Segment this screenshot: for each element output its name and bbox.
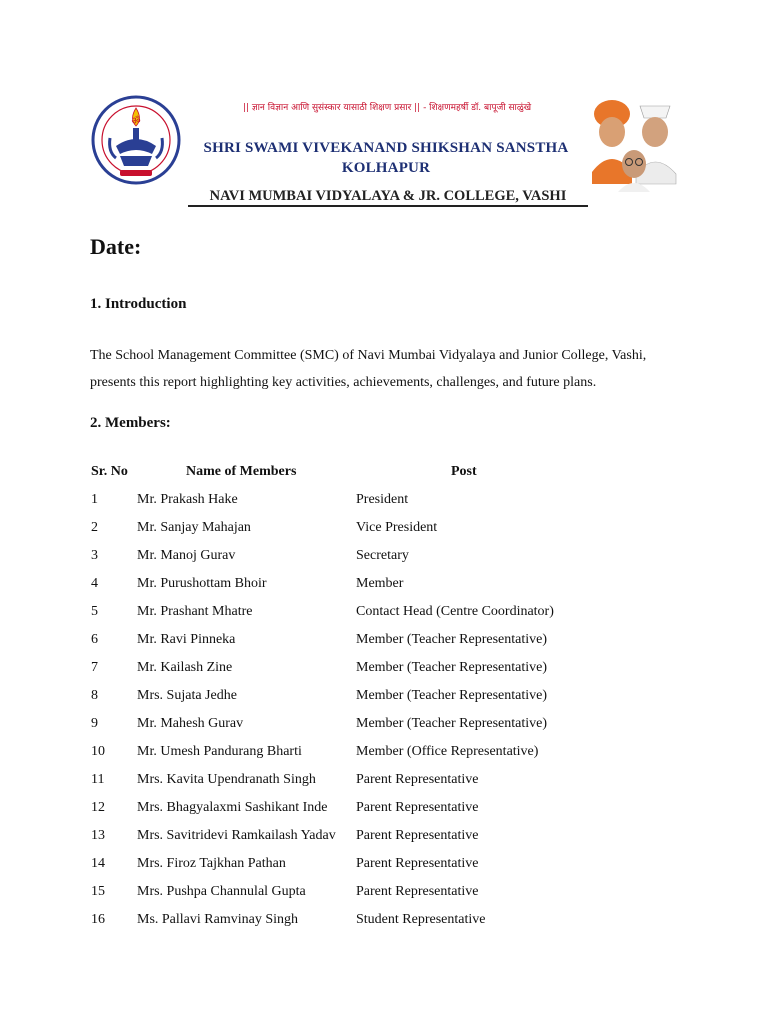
member-name: Mrs. Pushpa Channulal Gupta [137, 884, 306, 899]
table-row [90, 542, 690, 570]
member-sr-no: 8 [91, 688, 98, 703]
table-row [90, 766, 690, 794]
member-sr-no: 2 [91, 520, 98, 535]
header-post: Post [451, 464, 477, 479]
date-label: Date: [90, 234, 142, 259]
organization-city: KOLHAPUR [341, 160, 431, 176]
member-name: Mr. Prashant Mhatre [137, 604, 253, 619]
member-sr-no: 10 [91, 744, 105, 759]
table-row [90, 738, 690, 766]
table-row [90, 850, 690, 878]
table-row [90, 598, 690, 626]
header-member-name: Name of Members [186, 464, 297, 479]
table-row [90, 654, 690, 682]
member-post: Parent Representative [356, 800, 479, 815]
introduction-paragraph: The School Management Committee (SMC) of Navi Mumbai Vidyalaya and Junior College, Vashi, presents this report highlighting key activities, achievements, challenges, and future plans. [90, 348, 647, 390]
member-sr-no: 3 [91, 548, 98, 563]
table-row [90, 906, 690, 934]
school-name: NAVI MUMBAI VIDYALAYA & JR. COLLEGE, VASHI [209, 188, 567, 204]
member-sr-no: 1 [91, 492, 98, 507]
member-post: Parent Representative [356, 772, 479, 787]
members-table-body [90, 486, 690, 934]
introduction-heading: 1. Introduction [90, 296, 187, 312]
table-row [90, 626, 690, 654]
member-sr-no: 9 [91, 716, 98, 731]
member-name: Mrs. Sujata Jedhe [137, 688, 237, 703]
table-row [90, 710, 690, 738]
member-post: Member (Teacher Representative) [356, 716, 548, 731]
member-name: Mr. Purushottam Bhoir [137, 576, 267, 591]
school-name-underline [188, 205, 588, 207]
member-name: Mr. Kailash Zine [137, 660, 233, 675]
member-name: Ms. Pallavi Ramvinay Singh [137, 912, 298, 927]
member-sr-no: 5 [91, 604, 98, 619]
member-name: Mrs. Firoz Tajkhan Pathan [137, 856, 286, 871]
member-sr-no: 16 [91, 912, 105, 927]
member-post: Member (Teacher Representative) [356, 660, 548, 675]
member-post: President [356, 492, 409, 507]
table-row [90, 486, 690, 514]
member-name: Mr. Prakash Hake [137, 492, 238, 507]
member-name: Mrs. Savitridevi Ramkailash Yadav [137, 828, 336, 843]
members-heading: 2. Members: [90, 415, 171, 431]
founder-portraits-icon [586, 92, 678, 192]
member-post: Member (Teacher Representative) [356, 688, 548, 703]
member-post: Member [356, 576, 404, 591]
member-sr-no: 6 [91, 632, 98, 647]
sanstha-tagline: || ज्ञान विज्ञान आणि सुसंस्कार यासाठी शिक्षण प्रसार || - शिक्षणमहर्षी डॉ. बापूजी साळुंखे [242, 103, 532, 113]
member-sr-no: 12 [91, 800, 105, 815]
member-name: Mr. Ravi Pinneka [137, 632, 236, 647]
member-post: Vice President [356, 520, 438, 535]
member-post: Student Representative [356, 912, 486, 927]
table-row [90, 570, 690, 598]
member-sr-no: 4 [91, 576, 98, 591]
member-post: Parent Representative [356, 828, 479, 843]
member-name: Mrs. Kavita Upendranath Singh [137, 772, 316, 787]
member-sr-no: 15 [91, 884, 105, 899]
member-post: Member (Office Representative) [356, 744, 539, 759]
members-table-header [90, 458, 690, 486]
member-sr-no: 13 [91, 828, 105, 843]
table-row [90, 682, 690, 710]
member-post: Contact Head (Centre Coordinator) [356, 604, 554, 619]
member-post: Parent Representative [356, 884, 479, 899]
member-sr-no: 14 [91, 856, 105, 871]
member-name: Mrs. Bhagyalaxmi Sashikant Inde [137, 800, 328, 815]
member-name: Mr. Mahesh Gurav [137, 716, 244, 731]
member-post: Member (Teacher Representative) [356, 632, 548, 647]
members-table [90, 458, 690, 934]
member-name: Mr. Sanjay Mahajan [137, 520, 251, 535]
svg-text:ॐ: ॐ [131, 116, 141, 127]
table-row [90, 514, 690, 542]
table-row [90, 794, 690, 822]
table-row [90, 878, 690, 906]
member-name: Mr. Umesh Pandurang Bharti [137, 744, 302, 759]
sanstha-emblem-icon [90, 94, 182, 186]
member-name: Mr. Manoj Gurav [137, 548, 236, 563]
letterhead-banner [90, 92, 678, 214]
member-sr-no: 11 [91, 772, 105, 787]
table-row [90, 822, 690, 850]
member-sr-no: 7 [91, 660, 98, 675]
member-post: Secretary [356, 548, 409, 563]
header-sr-no: Sr. No [91, 464, 128, 479]
member-post: Parent Representative [356, 856, 479, 871]
organization-name: SHRI SWAMI VIVEKANAND SHIKSHAN SANSTHA [203, 140, 569, 156]
